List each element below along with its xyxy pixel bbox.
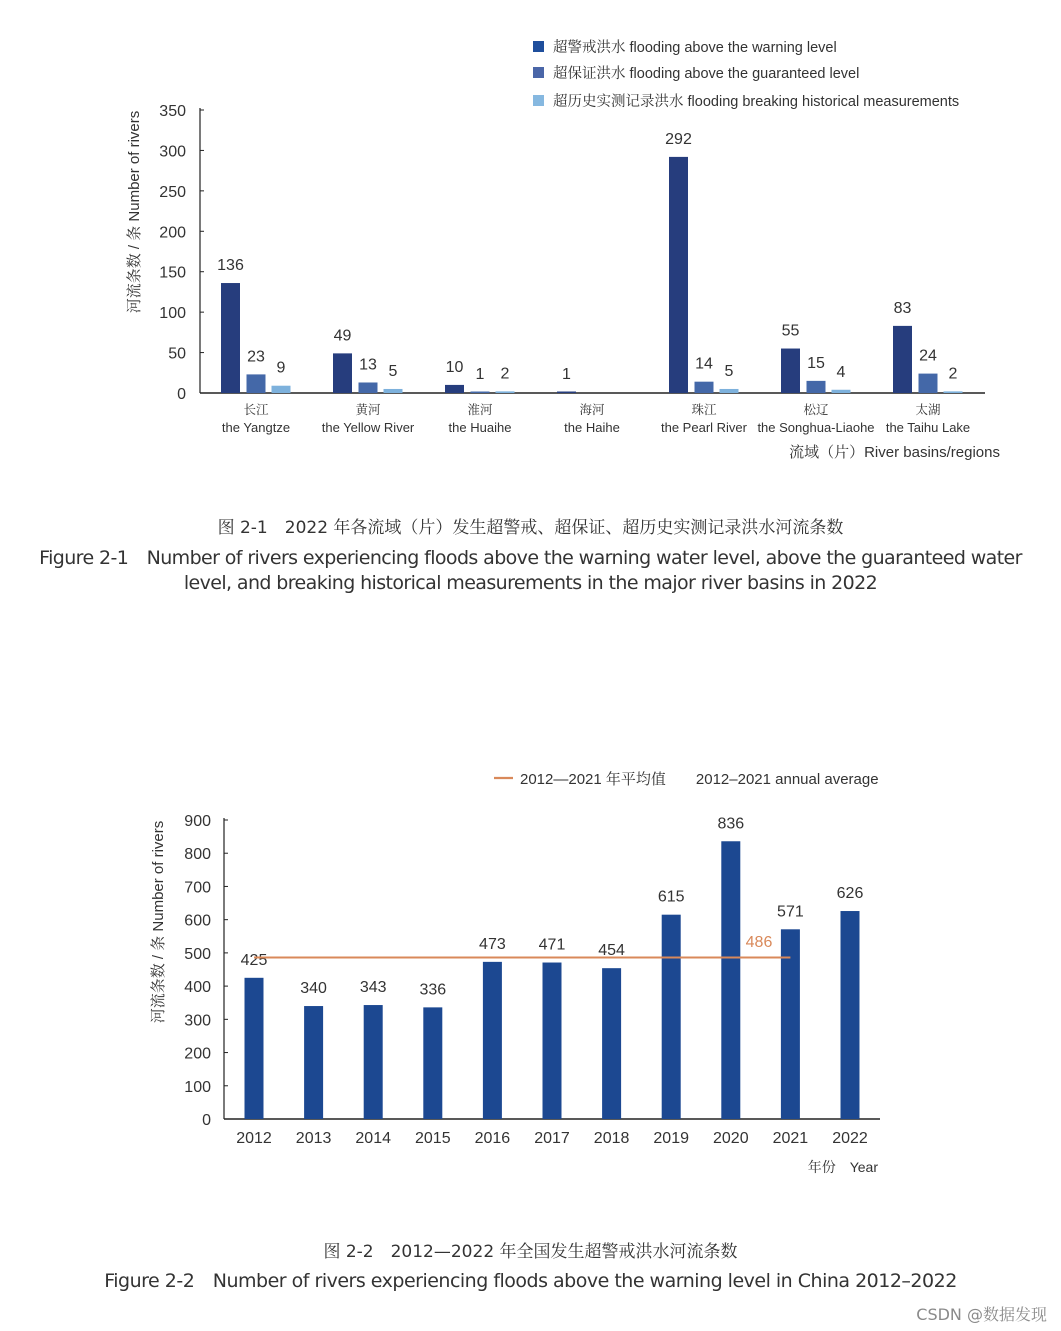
bar xyxy=(557,392,576,394)
data-label: 4 xyxy=(836,363,846,381)
bar xyxy=(695,382,714,393)
x-category-en: the Huaihe xyxy=(448,420,512,435)
bar xyxy=(807,381,826,393)
bar xyxy=(841,911,860,1119)
x-tick-label: 2019 xyxy=(653,1130,689,1147)
bar xyxy=(662,915,681,1119)
bar xyxy=(781,929,800,1119)
data-label: 1 xyxy=(562,366,571,384)
bar xyxy=(423,1007,442,1119)
y-tick-label: 200 xyxy=(159,224,186,242)
x-tick-label: 2020 xyxy=(713,1130,749,1147)
bar xyxy=(304,1006,323,1119)
data-label: 292 xyxy=(665,130,692,148)
bar xyxy=(384,389,403,393)
bar xyxy=(893,326,912,393)
x-category-zh: 海河 xyxy=(579,403,605,417)
x-tick-label: 2021 xyxy=(772,1130,809,1147)
figure-2-1-caption-en-line1: Figure 2-1 Number of rivers experiencing floods above the warning water level, above the guaranteed water xyxy=(39,547,1022,569)
x-category-zh: 松辽 xyxy=(803,403,829,417)
y-tick-label: 300 xyxy=(184,1012,211,1030)
data-label: 626 xyxy=(836,885,864,903)
data-label: 471 xyxy=(538,936,566,954)
data-label: 136 xyxy=(217,257,244,275)
y-tick-label: 600 xyxy=(184,912,211,930)
data-label: 14 xyxy=(695,355,713,373)
data-label: 2 xyxy=(948,365,958,383)
x-category-en: the Taihu Lake xyxy=(885,420,971,435)
x-axis-label: 年份 Year xyxy=(807,1159,878,1175)
average-value-label: 486 xyxy=(745,934,773,951)
data-label: 1 xyxy=(475,366,485,384)
x-category-zh: 长江 xyxy=(243,403,269,417)
figure-2-2-caption-en: Figure 2-2 Number of rivers experiencing floods above the warning level in China 2012–2022 xyxy=(104,1270,957,1292)
bar xyxy=(919,374,938,393)
x-category-zh: 珠江 xyxy=(691,403,717,417)
y-tick-label: 150 xyxy=(159,264,186,282)
y-tick-label: 0 xyxy=(177,386,186,403)
x-tick-label: 2018 xyxy=(593,1130,630,1147)
bar xyxy=(445,385,464,393)
legend-swatch xyxy=(533,67,544,78)
bar xyxy=(364,1005,383,1119)
y-axis-label: 河流条数 / 条 Number of rivers xyxy=(150,820,167,1024)
data-label: 340 xyxy=(300,980,327,998)
x-category-en: the Yellow River xyxy=(321,420,415,435)
x-category-en: the Songhua-Liaohe xyxy=(757,420,875,435)
data-label: 5 xyxy=(388,362,398,380)
data-label: 571 xyxy=(777,903,804,921)
x-tick-label: 2017 xyxy=(534,1130,570,1147)
bar xyxy=(944,391,963,393)
y-tick-label: 800 xyxy=(184,846,211,864)
legend-label: 2012—2021 年平均值 2012–2021 annual average xyxy=(520,771,879,788)
bar xyxy=(247,374,266,393)
y-tick-label: 350 xyxy=(159,103,186,120)
data-label: 473 xyxy=(479,935,506,953)
bar xyxy=(359,382,378,393)
data-label: 343 xyxy=(359,979,387,997)
bar xyxy=(272,386,291,393)
x-category-en: the Pearl River xyxy=(661,420,747,435)
figure-2-1-caption-en-line2: level, and breaking historical measurements in the major river basins in 2022 xyxy=(183,572,878,594)
data-label: 615 xyxy=(657,888,685,906)
bar xyxy=(483,962,502,1119)
data-label: 336 xyxy=(419,981,447,999)
x-tick-label: 2015 xyxy=(415,1130,451,1147)
watermark: CSDN @数据发现 xyxy=(916,1305,1047,1324)
x-category-en: the Yangtze xyxy=(221,420,291,435)
data-label: 9 xyxy=(276,359,286,377)
data-label: 13 xyxy=(359,356,377,374)
data-label: 55 xyxy=(781,322,800,340)
data-label: 5 xyxy=(724,362,734,380)
y-tick-label: 100 xyxy=(159,305,186,323)
data-label: 23 xyxy=(247,348,265,366)
bar xyxy=(543,963,562,1119)
data-label: 10 xyxy=(445,358,464,376)
y-tick-label: 50 xyxy=(168,345,186,363)
y-tick-label: 200 xyxy=(184,1045,211,1063)
figure-2-1-caption-zh: 图 2-1 2022 年各流域（片）发生超警戒、超保证、超历史实测记录洪水河流条数 xyxy=(217,518,844,538)
data-label: 15 xyxy=(807,354,825,372)
x-category-en: the Haihe xyxy=(564,420,620,435)
data-label: 454 xyxy=(598,942,625,960)
legend-label: 超历史实测记录洪水 flooding breaking historical measurements xyxy=(553,94,960,110)
y-tick-label: 900 xyxy=(184,813,211,830)
x-category-zh: 太湖 xyxy=(915,403,941,417)
y-tick-label: 700 xyxy=(184,879,211,897)
y-tick-label: 500 xyxy=(184,945,211,963)
y-axis-label: 河流条数 / 条 Number of rivers xyxy=(126,110,143,314)
legend-swatch xyxy=(533,95,544,106)
x-category-zh: 黄河 xyxy=(355,403,381,417)
x-axis-label: 流域（片）River basins/regions xyxy=(789,444,1000,461)
data-label: 836 xyxy=(717,815,745,833)
bar xyxy=(221,283,240,393)
data-label: 83 xyxy=(893,299,912,317)
x-category-zh: 淮河 xyxy=(467,403,493,417)
bar xyxy=(669,157,688,393)
y-tick-label: 0 xyxy=(202,1112,211,1129)
y-tick-label: 100 xyxy=(184,1078,211,1096)
data-label: 2 xyxy=(500,365,510,383)
figure-2-2-caption-zh: 图 2-2 2012—2022 年全国发生超警戒洪水河流条数 xyxy=(323,1242,738,1262)
bar xyxy=(333,353,352,393)
y-tick-label: 300 xyxy=(159,143,186,161)
y-tick-label: 250 xyxy=(159,183,186,201)
x-tick-label: 2012 xyxy=(236,1130,272,1147)
bar xyxy=(720,389,739,393)
bar xyxy=(602,968,621,1119)
data-label: 24 xyxy=(919,347,937,365)
x-tick-label: 2022 xyxy=(832,1130,868,1147)
legend-label: 超警戒洪水 flooding above the warning level xyxy=(553,40,837,56)
x-tick-label: 2014 xyxy=(355,1130,391,1147)
data-label: 425 xyxy=(240,951,268,969)
bar xyxy=(471,392,490,394)
figure-2-1-chart xyxy=(0,0,1061,480)
bar xyxy=(781,349,800,393)
x-tick-label: 2013 xyxy=(295,1130,332,1147)
bar xyxy=(496,391,515,393)
data-label: 49 xyxy=(333,327,352,345)
y-tick-label: 400 xyxy=(184,979,211,997)
legend-label: 超保证洪水 flooding above the guaranteed level xyxy=(553,66,860,82)
bar xyxy=(832,390,851,393)
legend-swatch xyxy=(533,41,544,52)
bar xyxy=(245,978,264,1119)
bar xyxy=(721,841,740,1119)
x-tick-label: 2016 xyxy=(474,1130,511,1147)
